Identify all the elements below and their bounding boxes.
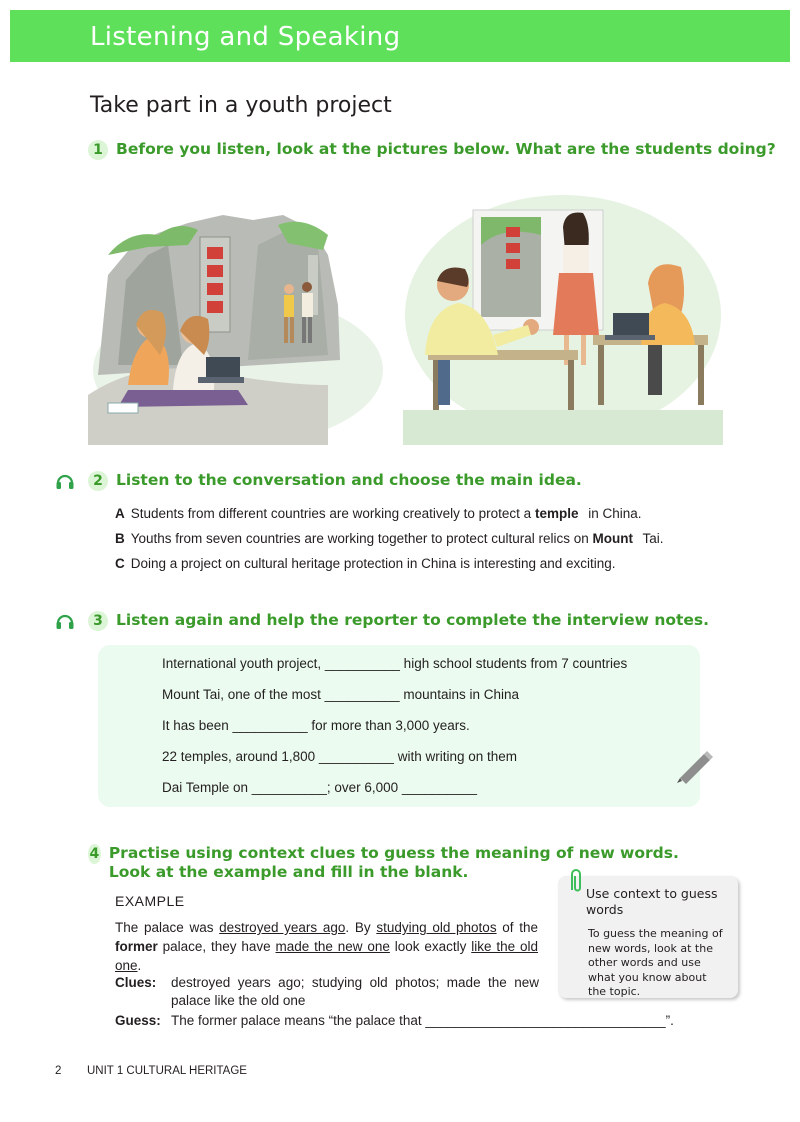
option-keyword: temple — [534, 506, 579, 521]
option-text-end: in China. — [584, 506, 642, 521]
option-keyword: Mount — [592, 531, 633, 546]
tip-body: To guess the meaning of new words, look at the other words and use what you know about the topic. — [588, 927, 723, 998]
section-title: Take part in a youth project — [90, 93, 392, 118]
option-text: Youths from seven countries are working together to protect cultural relics on — [130, 531, 593, 546]
example-label: EXAMPLE — [115, 893, 185, 909]
note-line[interactable]: International youth project, __________ high school students from 7 countries — [162, 656, 628, 671]
headphones-icon[interactable] — [54, 610, 76, 632]
target-word: former — [115, 939, 158, 954]
option-b[interactable] — [115, 530, 664, 555]
guess-text[interactable]: The former palace means “the palace that ________________________________”. — [171, 1013, 674, 1028]
answer-options — [115, 505, 664, 580]
option-text: Students from different countries are working creatively to protect a — [130, 506, 535, 521]
exercise-instruction: Before you listen, look at the pictures below. What are the students doing? — [116, 140, 776, 158]
example-text: palace, they have — [157, 939, 276, 954]
classroom-presentation-illustration — [403, 185, 723, 445]
guess-label: Guess: — [115, 1013, 161, 1028]
option-letter: C — [115, 556, 125, 571]
option-a[interactable] — [115, 505, 664, 530]
note-line[interactable]: It has been __________ for more than 3,000 years. — [162, 718, 470, 733]
example-text: The palace was — [115, 920, 220, 935]
tip-title: Use context to guess words — [586, 886, 718, 917]
mount-tai-students-illustration — [88, 185, 388, 445]
example-paragraph — [115, 918, 538, 975]
exercise-number: 2 — [88, 471, 108, 491]
tip-box — [558, 876, 738, 998]
paperclip-icon — [566, 868, 586, 894]
banner-title: Listening and Speaking — [90, 22, 401, 52]
chapter-banner — [10, 10, 790, 62]
unit-title: UNIT 1 CULTURAL HERITAGE — [87, 1065, 247, 1077]
exercise-instruction: Practise using context clues to guess the meaning of new words. Look at the example and fill in the blank. — [108, 844, 679, 881]
exercise-number: 4 — [89, 846, 100, 862]
option-letter: A — [115, 506, 125, 521]
exercise-1-heading — [88, 140, 776, 160]
context-clue: made the new one — [275, 939, 390, 954]
example-text: . By — [345, 920, 377, 935]
note-line[interactable]: Dai Temple on __________; over 6,000 __________ — [162, 780, 478, 795]
option-letter: B — [115, 531, 125, 546]
example-text: look exactly — [389, 939, 472, 954]
note-line[interactable]: Mount Tai, one of the most __________ mountains in China — [162, 687, 519, 702]
headphones-icon[interactable] — [54, 470, 76, 492]
exercise-number: 3 — [88, 611, 108, 631]
exercise-number: 1 — [88, 140, 108, 160]
example-text: of the — [496, 920, 539, 935]
exercise-instruction: Listen again and help the reporter to complete the interview notes. — [116, 611, 710, 629]
note-line[interactable]: 22 temples, around 1,800 __________ with writing on them — [162, 749, 517, 764]
example-text: . — [137, 958, 142, 973]
exercise-2-heading — [88, 471, 582, 491]
exercise-instruction: Listen to the conversation and choose the main idea. — [116, 471, 582, 489]
clues-row — [115, 974, 539, 1010]
option-text: Doing a project on cultural heritage protection in China is interesting and exciting. — [130, 556, 616, 571]
context-clue: like the old one — [115, 939, 538, 973]
option-c[interactable] — [115, 555, 664, 580]
context-clue: studying old photos — [376, 920, 497, 935]
guess-row — [115, 1012, 715, 1030]
clues-text: destroyed years ago; studying old photos; made the new palace like the old one — [171, 975, 539, 1008]
clues-label: Clues: — [115, 975, 157, 990]
pencil-icon — [674, 748, 714, 784]
option-text-end: Tai. — [638, 531, 664, 546]
exercise-3-heading — [88, 611, 709, 631]
context-clue: destroyed years ago — [219, 920, 346, 935]
page-number: 2 — [55, 1065, 62, 1077]
